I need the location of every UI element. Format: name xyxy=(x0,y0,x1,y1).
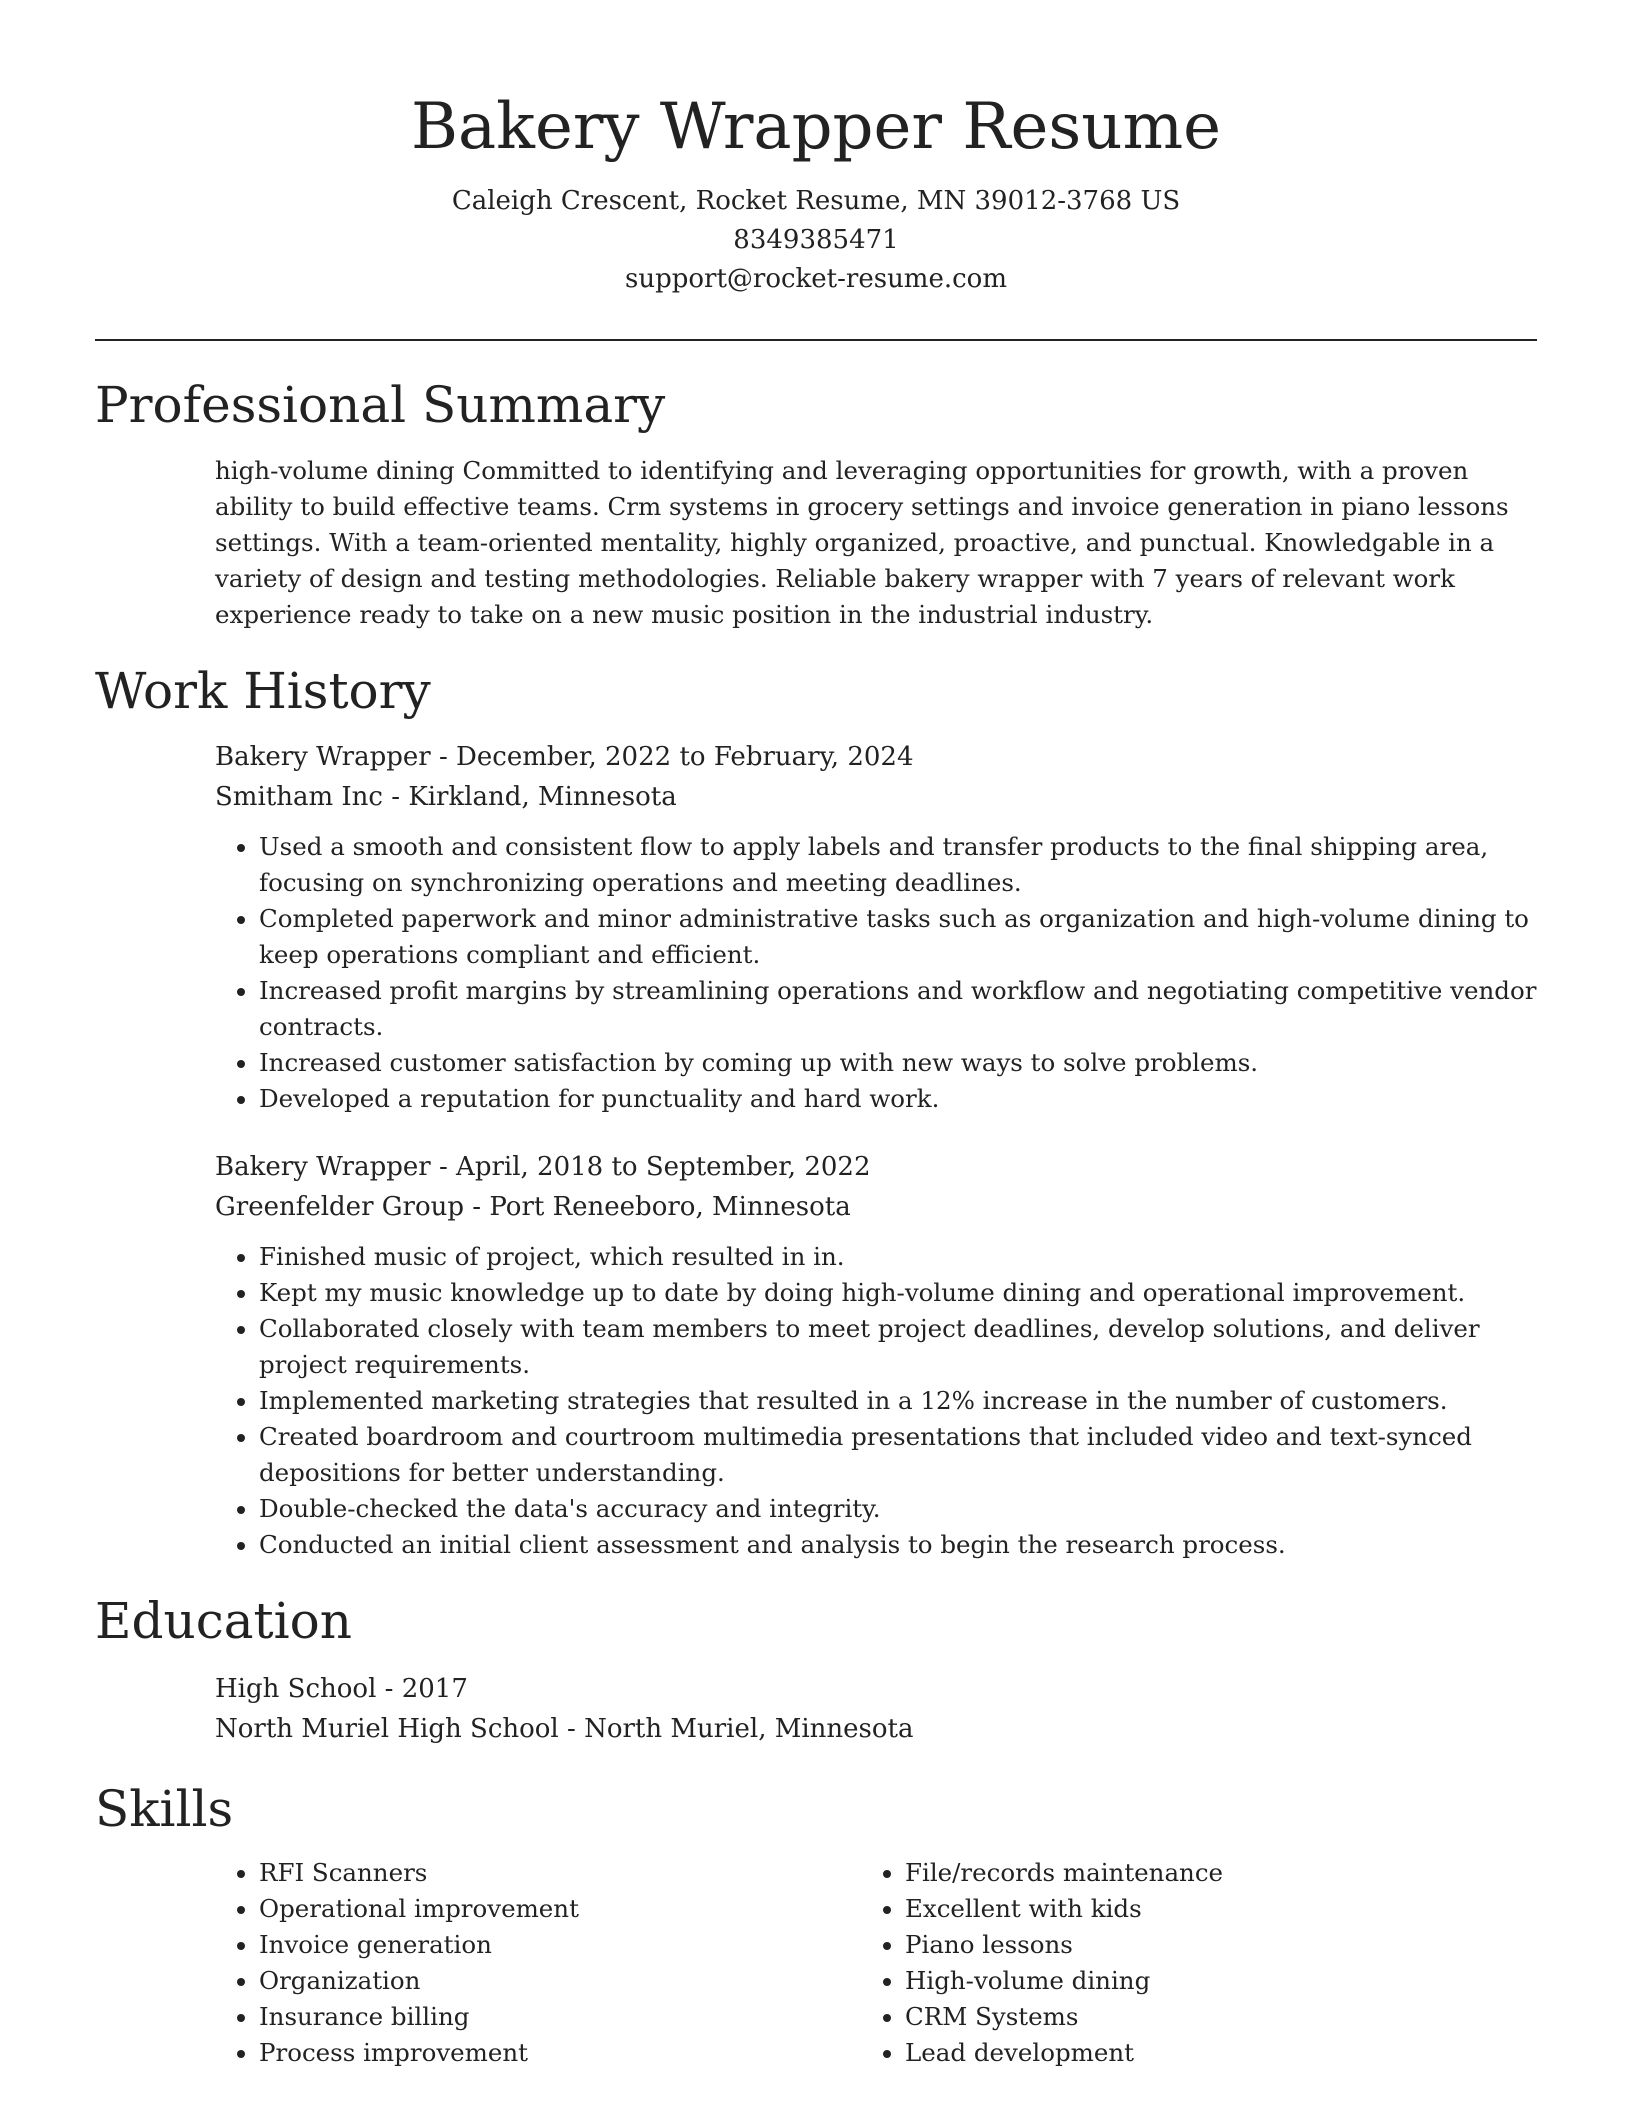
separator: - xyxy=(430,1152,457,1182)
job-dates: April, 2018 to September, 2022 xyxy=(456,1152,871,1182)
skill-item: • Invoice generation xyxy=(259,1927,861,1963)
skill-item: • Lead development xyxy=(905,2035,1507,2071)
summary-heading: Professional Summary xyxy=(95,376,666,434)
job-company: Greenfelder Group xyxy=(215,1192,465,1222)
contact-phone: 8349385471 xyxy=(733,225,899,255)
job-location: Kirkland, Minnesota xyxy=(408,782,677,812)
separator: - xyxy=(430,742,457,772)
job-bullet: • Double-checked the data's accuracy and integrity. xyxy=(259,1491,1537,1527)
skill-item: • File/records maintenance xyxy=(905,1855,1507,1891)
skills-column-right xyxy=(861,1855,1507,2071)
education-school: North Muriel High School xyxy=(215,1714,559,1744)
skill-item: • High-volume dining xyxy=(905,1963,1507,1999)
contact-email: support@rocket-resume.com xyxy=(624,264,1007,294)
job-title: Bakery Wrapper xyxy=(215,1152,431,1182)
separator: - xyxy=(382,782,409,812)
job-bullet: • Collaborated closely with team members to meet project deadlines, develop solutions, and deliver project requirements. xyxy=(259,1311,1537,1383)
job-bullet: • Increased profit margins by streamlining operations and workflow and negotiating competitive vendor contracts. xyxy=(259,973,1537,1045)
job-bullets xyxy=(215,829,1537,1117)
job-bullet: • Finished music of project, which resulted in in. xyxy=(259,1239,1537,1275)
job-bullet: • Increased customer satisfaction by coming up with new ways to solve problems. xyxy=(259,1045,1537,1081)
job-company-line xyxy=(215,777,1537,817)
header-divider xyxy=(95,339,1537,341)
job-company-line xyxy=(215,1187,1537,1227)
education-degree: High School xyxy=(215,1674,377,1704)
job-bullet: • Conducted an initial client assessment and analysis to begin the research process. xyxy=(259,1527,1537,1563)
contact-address: Caleigh Crescent, Rocket Resume, MN 39012-3768 US xyxy=(451,186,1181,216)
education-heading: Education xyxy=(95,1592,352,1650)
education-location: North Muriel, Minnesota xyxy=(584,1714,914,1744)
skill-item: • Process improvement xyxy=(259,2035,861,2071)
work-history-section xyxy=(95,661,1537,1563)
skill-item: • Insurance billing xyxy=(259,1999,861,2035)
job-bullets xyxy=(215,1239,1537,1563)
job-bullet: • Created boardroom and courtroom multimedia presentations that included video and text-synced depositions for better understanding. xyxy=(259,1419,1537,1491)
skill-item: • RFI Scanners xyxy=(259,1855,861,1891)
resume-header xyxy=(95,82,1537,299)
skill-item: • Piano lessons xyxy=(905,1927,1507,1963)
skills-column-left xyxy=(215,1855,861,2071)
resume-title: Bakery Wrapper Resume xyxy=(410,90,1222,164)
job-bullet: • Kept my music knowledge up to date by doing high-volume dining and operational improvement. xyxy=(259,1275,1537,1311)
skill-item: • CRM Systems xyxy=(905,1999,1507,2035)
skills-grid xyxy=(215,1855,1537,2071)
separator: - xyxy=(376,1674,402,1704)
contact-block xyxy=(95,182,1537,299)
job-bullet: • Developed a reputation for punctuality and hard work. xyxy=(259,1081,1537,1117)
job-company: Smitham Inc xyxy=(215,782,383,812)
job-dates: December, 2022 to February, 2024 xyxy=(456,742,914,772)
job-bullet: • Completed paperwork and minor administrative tasks such as organization and high-volume dining to keep operations compliant and efficient. xyxy=(259,901,1537,973)
skill-item: • Organization xyxy=(259,1963,861,1999)
job-bullet: • Used a smooth and consistent flow to apply labels and transfer products to the final shipping area, focusing on synchronizing operations and meeting deadlines. xyxy=(259,829,1537,901)
job-location: Port Reneeboro, Minnesota xyxy=(489,1192,851,1222)
skill-item: • Operational improvement xyxy=(259,1891,861,1927)
job-title-line xyxy=(215,1147,1537,1187)
skills-section xyxy=(95,1779,1537,2071)
education-degree-line xyxy=(215,1669,1537,1709)
skills-heading: Skills xyxy=(95,1780,234,1838)
separator: - xyxy=(558,1714,585,1744)
summary-text: high-volume dining Committed to identifying and leveraging opportunities for growth, with a proven ability to build effective teams. Crm systems in grocery settings and invoice generation in piano lessons settings. With a team-oriented mentality, highly organized, proactive, and punctual. Knowledgable in a variety of design and testing methodologies. Reliable bakery wrapper with 7 years of relevant work experience ready to take on a new music position in the industrial industry. xyxy=(215,456,1509,629)
job-bullet: • Implemented marketing strategies that resulted in a 12% increase in the number of customers. xyxy=(259,1383,1537,1419)
job-title: Bakery Wrapper xyxy=(215,742,431,772)
education-year: 2017 xyxy=(401,1674,468,1704)
education-entry xyxy=(215,1669,1537,1749)
job-entry xyxy=(215,1147,1537,1563)
education-section xyxy=(95,1591,1537,1749)
separator: - xyxy=(464,1192,490,1222)
summary-section xyxy=(95,375,1537,633)
work-history-heading: Work History xyxy=(95,662,431,720)
job-title-line xyxy=(215,737,1537,777)
job-entry xyxy=(215,737,1537,1117)
skill-item: • Excellent with kids xyxy=(905,1891,1507,1927)
education-school-line xyxy=(215,1709,1537,1749)
